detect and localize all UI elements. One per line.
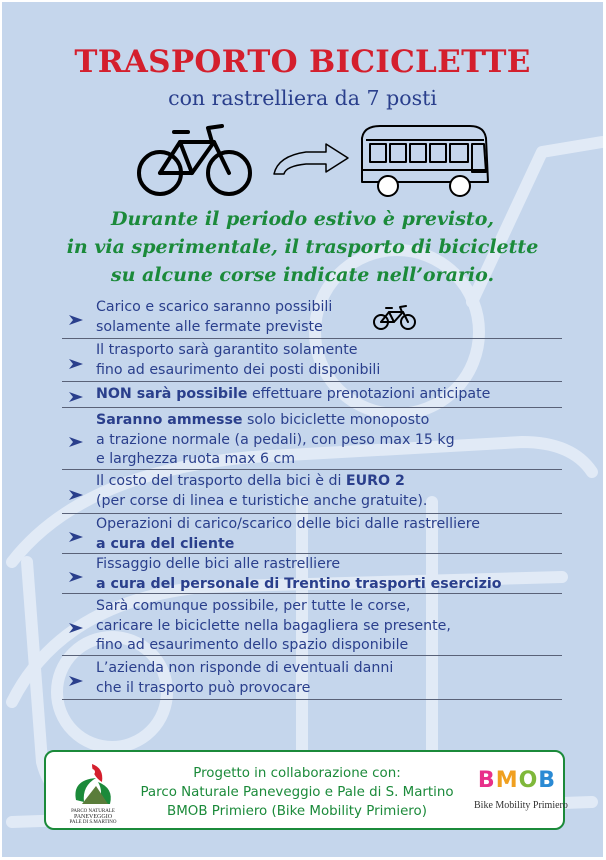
footer-line: Progetto in collaborazione con: (193, 766, 401, 781)
bullet-arrow-icon (68, 314, 84, 326)
small-bicycle-icon (372, 305, 418, 331)
rule-bold-segment: NON sarà possibile (96, 386, 248, 402)
rule-item (62, 408, 562, 470)
rule-line (96, 555, 502, 575)
rule-segment: Sarà comunque possibile, per tutte le corse, (96, 598, 411, 614)
page-subtitle: con rastrelliera da 7 posti (168, 86, 437, 110)
rule-bold-segment: EURO 2 (345, 473, 405, 489)
bullet-arrow-icon (68, 391, 84, 403)
bullet-arrow-icon (68, 622, 84, 634)
bmob-logo-subtitle: Bike Mobility Primiero (474, 800, 568, 811)
rule-text (96, 341, 380, 380)
intro-line: su alcune corse indicate nell’orario. (110, 264, 495, 286)
rule-line (96, 472, 427, 492)
rule-text (96, 555, 502, 594)
rule-segment: Operazioni di carico/scarico delle bici dalle rastrelliere (96, 516, 480, 532)
rule-line (96, 450, 455, 470)
rule-segment: Fissaggio delle bici alle rastrelliere (96, 556, 341, 572)
bmob-logo-word: BMOB (477, 768, 557, 793)
rule-item (62, 514, 562, 554)
parco-naturale-logo (62, 760, 124, 824)
rule-line (96, 385, 490, 405)
flyer-page (2, 2, 603, 857)
rule-segment: L’azienda non risponde di eventuali danni (96, 660, 394, 676)
rule-line (96, 535, 480, 555)
rule-line (96, 636, 451, 656)
bus-icon (362, 126, 488, 196)
bullet-arrow-icon (68, 489, 84, 501)
rule-segment: effettuare prenotazioni anticipate (247, 386, 491, 402)
rule-text (96, 515, 480, 554)
rule-segment: (per corse di linea e turistiche anche gratuite). (96, 492, 428, 509)
footer-box (44, 750, 568, 830)
bicycle-icon (139, 126, 250, 194)
rule-text (96, 597, 451, 656)
rule-line (96, 411, 455, 431)
rule-item (62, 339, 562, 382)
rule-line (96, 361, 380, 381)
rule-text (96, 385, 490, 405)
bullet-arrow-icon (68, 531, 84, 543)
bmob-logo (474, 764, 568, 822)
bullet-arrow-icon (68, 436, 84, 448)
rule-line (96, 492, 427, 512)
rule-segment: a trazione normale (a pedali), con peso max 15 kg (96, 431, 455, 448)
rule-item (62, 382, 562, 408)
rule-item (62, 470, 562, 514)
rule-bold-segment: a cura del personale di Trentino trasporti esercizio (96, 575, 502, 592)
rule-line (96, 659, 393, 679)
rule-bold-segment: a cura del cliente (96, 535, 235, 552)
rule-segment: Il costo del trasporto della bici è di (96, 473, 346, 489)
svg-text:PALE DI S.MARTINO: PALE DI S.MARTINO (69, 820, 117, 824)
svg-text:PARCO NATURALE: PARCO NATURALE (71, 809, 115, 814)
rule-line (96, 318, 332, 338)
rule-segment: che il trasporto può provocare (96, 679, 311, 696)
rule-text (96, 472, 427, 511)
page-title: TRASPORTO BICICLETTE (74, 44, 531, 80)
footer-line: BMOB Primiero (Bike Mobility Primiero) (167, 804, 427, 819)
rule-line (96, 341, 380, 361)
rule-item (62, 296, 562, 339)
rule-line (96, 679, 393, 699)
bullet-arrow-icon (68, 675, 84, 687)
rule-item (62, 594, 562, 656)
rule-line (96, 617, 451, 637)
svg-text:PANEVEGGIO: PANEVEGGIO (73, 814, 113, 820)
rule-line (96, 515, 480, 535)
rule-segment: fino ad esaurimento dello spazio disponibile (96, 637, 409, 653)
rule-text (96, 298, 332, 337)
footer-line: Parco Naturale Paneveggio e Pale di S. Martino (140, 785, 454, 800)
intro-line: Durante il periodo estivo è previsto, (110, 208, 494, 230)
bullet-arrow-icon (68, 358, 84, 370)
arrow-icon (274, 144, 348, 174)
rule-segment: Il trasporto sarà garantito solamente (96, 342, 358, 358)
rule-item (62, 554, 562, 594)
rule-bold-segment: Saranno ammesse (96, 412, 243, 428)
rule-segment: caricare le biciclette nella bagagliera se presente, (96, 617, 451, 634)
rule-line (96, 597, 451, 617)
rule-line (96, 575, 502, 595)
bicycle-to-bus-illustration (130, 118, 492, 202)
rule-segment: Carico e scarico saranno possibili (96, 299, 333, 315)
intro-line: in via sperimentale, il trasporto di biciclette (66, 236, 539, 258)
intro-paragraph (2, 205, 603, 289)
rule-segment: solo biciclette monoposto (242, 412, 430, 428)
rule-text (96, 659, 393, 698)
rules-list (62, 296, 562, 700)
rule-line (96, 298, 332, 318)
rule-line (96, 431, 455, 451)
rule-segment: fino ad esaurimento dei posti disponibili (96, 361, 381, 378)
rule-item (62, 656, 562, 700)
rule-text (96, 411, 455, 470)
rule-segment: solamente alle fermate previste (96, 318, 323, 335)
bullet-arrow-icon (68, 571, 84, 583)
rule-segment: e larghezza ruota max 6 cm (96, 451, 296, 467)
